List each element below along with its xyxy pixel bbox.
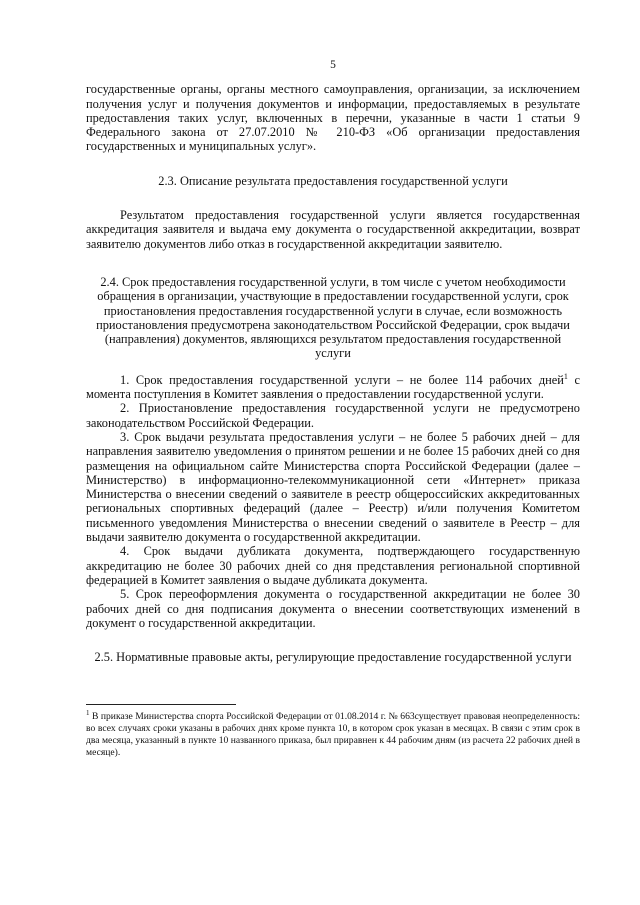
footnote-mark: 1 — [86, 709, 90, 718]
section-2-5-heading: 2.5. Нормативные правовые акты, регулирующие предоставление государственной услуги — [94, 650, 572, 665]
item-2-paragraph: 2. Приостановление предоставления государственной услуги не предусмотрено законодательством Российской Федерации. — [86, 401, 580, 430]
item-5-paragraph: 5. Срок переоформления документа о государственной аккредитации не более 30 рабочих дней со дня подписания документа о внесении соответствующих изменений в документ о государственной аккредитации. — [86, 587, 580, 630]
item-4-paragraph: 4. Срок выдачи дубликата документа, подтверждающего государственную аккредитацию не более 30 рабочих дней со дня представления региональной спортивной федерацией в Комитет заявления о выдаче дубликата документа. — [86, 544, 580, 587]
footnote-reference[interactable]: 1 — [563, 371, 568, 381]
intro-paragraph: государственные органы, органы местного самоуправления, организации, за исключением получения услуг и получения документов и информации, предоставляемых в результате предоставления таких услуг, включенных в перечни, указанные в части 1 статьи 9 Федерального закона от 27.07.2010 № 210-ФЗ «Об организации предоставления государственных и муниципальных услуг». — [86, 82, 580, 154]
item-1-paragraph — [86, 373, 580, 402]
section-2-3-body: Результатом предоставления государственной услуги является государственная аккредитация заявителя и выдача ему документа о государственной аккредитации, возврат заявителю документов либо отказ в государственной аккредитации заявителю. — [86, 208, 580, 251]
page-number: 5 — [330, 59, 336, 71]
footnote-text: В приказе Министерства спорта Российской Федерации от 01.08.2014 г. № 663существует правовая неопределенность: во всех случаях сроки указаны в рабочих днях кроме пункта 10, в котором срок указан в месяцах. В связи с этим срок в два месяца, указанный в пункте 10 названного приказа, был приравнен к 44 рабочим дням (из расчета 22 рабочих дней в месяце). — [86, 711, 580, 758]
item-3-paragraph: 3. Срок выдачи результата предоставления услуги – не более 5 рабочих дней – для направления заявителю уведомления о принятом решении и не более 15 рабочих дней со дня размещения на официальном сайте Министерства спорта Российской Федерации (далее – Министерство) в информационно-телекоммуникационной сети «Интернет» приказа Министерства о внесении сведений о заявителе в реестр общероссийских аккредитованных региональных спортивных федераций (далее – Реестр) и/или получения Комитетом письменного уведомления Министерства о внесении сведений о заявителе в Реестр – для выдачи заявителю документа о государственной аккредитации. — [86, 429, 580, 545]
footnote — [86, 711, 580, 758]
item-1-text-continued: с момента поступления в Комитет заявления о предоставлении государственной услуги. — [86, 372, 580, 402]
section-2-3-heading: 2.3. Описание результата предоставления государственной услуги — [158, 173, 508, 188]
section-2-4-heading: 2.4. Срок предоставления государственной услуги, в том числе с учетом необходимости обращения в организации, участвующие в предоставлении государственной услуги, срок приостановления предоставления государственной услуги в случае, если возможность приостановления предусмотрена законодательством Российской Федерации, срок выдачи (направления) документов, являющихся результатом предоставления государственной услуги — [96, 274, 570, 361]
item-1-text: 1. Срок предоставления государственной услуги – не более 114 рабочих дней — [120, 372, 564, 387]
footnote-divider — [86, 704, 236, 705]
